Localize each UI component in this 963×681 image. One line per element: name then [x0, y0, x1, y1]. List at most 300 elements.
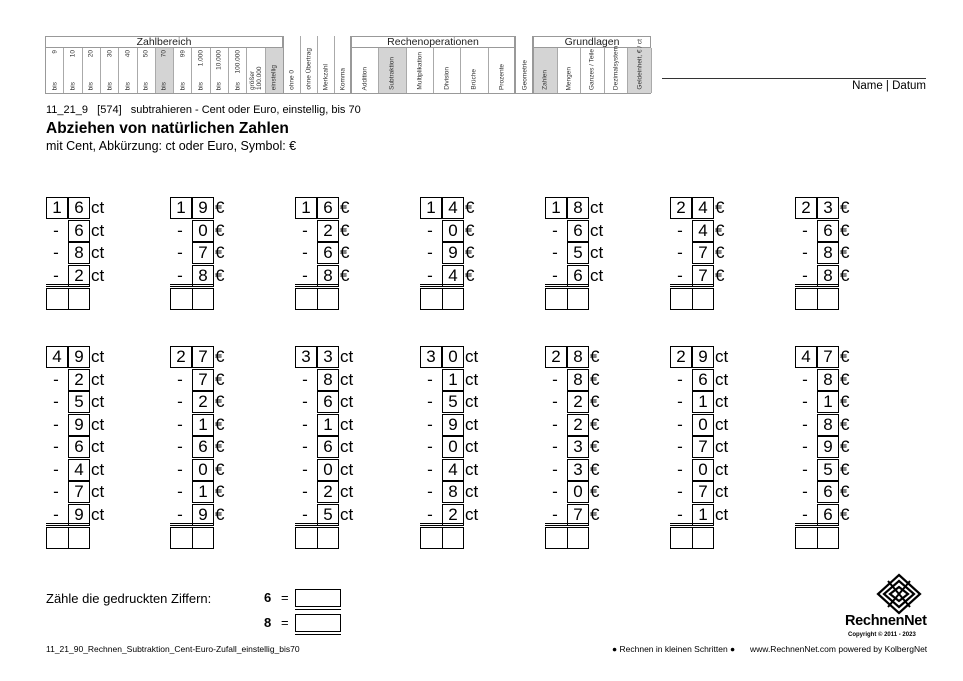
minus-sign: - [802, 437, 808, 456]
unit-label: € [840, 482, 850, 501]
zahlbereich-col [119, 48, 137, 93]
subtrahend-digit: 1 [192, 414, 214, 436]
subtrahend-digit: 8 [68, 242, 90, 264]
subtrahend-digit: 4 [442, 459, 464, 481]
minus-sign: - [427, 482, 433, 501]
zahlbereich-col-value: 99 [179, 50, 187, 58]
unit-label: ct [715, 459, 729, 479]
start-digit: 2 [670, 197, 692, 219]
unit-label: ct [590, 243, 604, 262]
subtrahend-digit: 2 [192, 391, 214, 413]
minus-sign: - [177, 369, 183, 389]
unit-label: € [840, 347, 850, 366]
unit-label: ct [715, 392, 729, 411]
zahlbereich-col-prefix: bis [234, 81, 242, 90]
minus-sign: - [302, 437, 308, 456]
grundlagen-col-label: Dezimalsystem [612, 45, 620, 90]
minus-sign: - [427, 414, 433, 434]
minus-sign: - [677, 369, 683, 389]
unit-label: ct [91, 347, 105, 366]
zahlbereich-col [156, 48, 174, 93]
unit-label: ct [465, 369, 479, 389]
minus-sign: - [552, 392, 558, 411]
subtrahend-digit: 9 [68, 414, 90, 436]
minus-sign: - [427, 220, 433, 240]
unit-label: ct [340, 437, 354, 456]
subtrahend-digit: 5 [817, 459, 839, 481]
subtrahend-digit: 9 [68, 504, 90, 526]
unit-label: € [340, 198, 350, 217]
subtrahend-digit: 8 [317, 369, 339, 391]
zahlbereich-col [266, 48, 284, 93]
count-digit: 6 [264, 590, 272, 605]
unit-label: € [840, 220, 850, 240]
subtrahend-digit: 4 [692, 220, 714, 242]
zahlbereich-col-value: 10 [69, 50, 77, 58]
grundlagen-col [558, 48, 582, 93]
unit-label: ct [465, 392, 479, 411]
minus-sign: - [177, 265, 183, 285]
subtrahend-digit: 8 [817, 242, 839, 264]
result-box[interactable] [545, 288, 589, 310]
rechenoperationen-title: Rechenoperationen [352, 37, 514, 48]
subtrahend-digit: 5 [442, 391, 464, 413]
unit-label: € [215, 265, 225, 285]
subtrahend-digit: 8 [817, 369, 839, 391]
start-digit: 3 [420, 346, 442, 368]
unit-label: € [590, 369, 600, 389]
start-digit: 7 [817, 346, 839, 368]
minus-sign: - [677, 482, 683, 501]
unit-label: ct [91, 459, 105, 479]
operation-col [352, 48, 379, 93]
minus-sign: - [677, 243, 683, 262]
unit-label: € [840, 369, 850, 389]
minus-sign: - [802, 414, 808, 434]
zahlbereich-col [46, 48, 64, 93]
minus-sign: - [677, 414, 683, 434]
start-digit: 4 [442, 197, 464, 219]
subtrahend-digit: 3 [567, 459, 589, 481]
minus-sign: - [802, 392, 808, 411]
minus-sign: - [53, 437, 59, 456]
result-box[interactable] [670, 288, 714, 310]
minus-sign: - [177, 482, 183, 501]
subtrahend-digit: 8 [192, 265, 214, 287]
subtrahend-digit: 2 [68, 265, 90, 287]
minus-sign: - [53, 482, 59, 501]
minus-sign: - [53, 414, 59, 434]
subtrahend-digit: 1 [692, 504, 714, 526]
operation-col [434, 48, 461, 93]
unit-label: € [590, 437, 600, 456]
start-digit: 9 [192, 197, 214, 219]
unit-label: € [590, 504, 600, 524]
unit-label: € [215, 504, 225, 524]
zahlbereich-col [192, 48, 210, 93]
extra-col-label: Komma [339, 67, 347, 90]
minus-sign: - [427, 369, 433, 389]
minus-sign: - [677, 504, 683, 524]
subtrahend-digit: 6 [692, 369, 714, 391]
subtrahend-digit: 2 [317, 481, 339, 503]
result-double-line [170, 284, 214, 287]
subtrahend-digit: 9 [442, 242, 464, 264]
subtrahend-digit: 0 [442, 436, 464, 458]
subtrahend-digit: 8 [567, 369, 589, 391]
unit-label: € [840, 504, 850, 524]
unit-label: ct [590, 198, 604, 217]
grundlagen-col-label: Ganzes / Teile [588, 48, 596, 90]
minus-sign: - [177, 459, 183, 479]
minus-sign: - [177, 392, 183, 411]
start-digit: 8 [567, 197, 589, 219]
zahlbereich-col-value: 9 [51, 50, 59, 54]
grundlagen-col [581, 48, 605, 93]
minus-sign: - [802, 265, 808, 285]
result-box[interactable] [295, 288, 339, 310]
subtrahend-digit: 7 [692, 265, 714, 287]
start-digit: 2 [170, 346, 192, 368]
minus-sign: - [552, 459, 558, 479]
unit-label: € [340, 220, 350, 240]
unit-label: € [840, 459, 850, 479]
result-box[interactable] [795, 527, 839, 549]
grundlagen-col-label: Zahlen [541, 70, 549, 90]
minus-sign: - [177, 504, 183, 524]
subtrahend-digit: 2 [567, 391, 589, 413]
zahlbereich-col-prefix: bis [179, 81, 187, 90]
result-double-line [46, 284, 90, 287]
count-answer-box[interactable] [295, 614, 341, 632]
unit-label: € [590, 482, 600, 501]
unit-label: € [590, 347, 600, 366]
minus-sign: - [802, 459, 808, 479]
unit-label: ct [465, 437, 479, 456]
result-double-line [670, 284, 714, 287]
page-subtitle: mit Cent, Abkürzung: ct oder Euro, Symbol: € [46, 139, 297, 153]
unit-label: ct [715, 414, 729, 434]
subtrahend-digit: 9 [192, 504, 214, 526]
start-digit: 7 [192, 346, 214, 368]
subtrahend-digit: 6 [317, 242, 339, 264]
start-digit: 2 [670, 346, 692, 368]
subtrahend-digit: 7 [192, 369, 214, 391]
zahlbereich-col [138, 48, 156, 93]
operation-col [379, 48, 406, 93]
minus-sign: - [427, 459, 433, 479]
unit-label: € [840, 392, 850, 411]
extras-group [283, 36, 351, 94]
zahlbereich-col [101, 48, 119, 93]
operation-col-label: Addition [361, 66, 369, 90]
unit-label: € [715, 265, 725, 285]
count-answer-box[interactable] [295, 589, 341, 607]
minus-sign: - [177, 220, 183, 240]
zahlbereich-group [45, 36, 283, 94]
copyright: Copyright © 2011 - 2023 [848, 632, 916, 638]
grundlagen-col-label: Mengen [565, 66, 573, 90]
result-box[interactable] [46, 288, 90, 310]
geometrie-col [516, 36, 534, 93]
subtrahend-digit: 4 [442, 265, 464, 287]
unit-label: € [215, 414, 225, 434]
zahlbereich-col [64, 48, 82, 93]
subtrahend-digit: 1 [692, 391, 714, 413]
unit-label: ct [91, 414, 105, 434]
zahlbereich-col-prefix: größer 100.000 [249, 66, 264, 90]
rechnennet-logo-icon [876, 573, 922, 615]
minus-sign: - [302, 459, 308, 479]
unit-label: ct [91, 437, 105, 456]
grundlagen-title: Grundlagen [534, 37, 650, 48]
subtrahend-digit: 0 [567, 481, 589, 503]
result-box[interactable] [420, 527, 464, 549]
start-digit: 4 [795, 346, 817, 368]
unit-label: € [215, 437, 225, 456]
zahlbereich-col-value: 100.000 [234, 50, 242, 74]
start-digit: 2 [795, 197, 817, 219]
minus-sign: - [53, 369, 59, 389]
unit-label: ct [465, 347, 479, 366]
unit-label: € [840, 265, 850, 285]
result-double-line [795, 284, 839, 287]
minus-sign: - [302, 369, 308, 389]
minus-sign: - [302, 504, 308, 524]
minus-sign: - [427, 265, 433, 285]
minus-sign: - [552, 482, 558, 501]
unit-label: € [590, 392, 600, 411]
result-box[interactable] [795, 288, 839, 310]
start-digit: 1 [545, 197, 567, 219]
subtrahend-digit: 1 [817, 391, 839, 413]
unit-label: € [465, 243, 475, 262]
minus-sign: - [177, 243, 183, 262]
unit-label: € [840, 198, 850, 217]
worksheet-code: 11_21_9 [574] subtrahieren - Cent oder Euro, einstellig, bis 70 [46, 104, 361, 116]
subtrahend-digit: 8 [442, 481, 464, 503]
unit-label: ct [465, 482, 479, 501]
unit-label: ct [340, 504, 354, 524]
result-double-line [46, 523, 90, 526]
zahlbereich-col-value: 40 [124, 50, 132, 58]
extra-col [301, 36, 318, 93]
zahlbereich-col-value: 1.000 [197, 50, 205, 67]
grundlagen-col [534, 48, 558, 93]
start-digit: 1 [295, 197, 317, 219]
minus-sign: - [552, 243, 558, 262]
unit-label: ct [91, 265, 105, 285]
logo-wordmark: RechnenNet [845, 613, 927, 629]
unit-label: ct [715, 369, 729, 389]
subtrahend-digit: 6 [817, 220, 839, 242]
unit-label: ct [91, 220, 105, 240]
unit-label: € [590, 414, 600, 434]
subtrahend-digit: 7 [692, 436, 714, 458]
unit-label: ct [91, 504, 105, 524]
subtrahend-digit: 6 [68, 220, 90, 242]
subtrahend-digit: 6 [317, 436, 339, 458]
minus-sign: - [302, 220, 308, 240]
unit-label: ct [91, 482, 105, 501]
minus-sign: - [552, 369, 558, 389]
footer-website-link[interactable]: www.RechnenNet.com powered by KolbergNet [750, 644, 928, 654]
start-digit: 1 [420, 197, 442, 219]
start-digit: 2 [545, 346, 567, 368]
zahlbereich-col-value: 70 [160, 50, 168, 58]
unit-label: € [340, 265, 350, 285]
unit-label: ct [340, 369, 354, 389]
zahlbereich-col-prefix: bis [87, 81, 95, 90]
zahlbereich-col-prefix: bis [142, 81, 150, 90]
subtrahend-digit: 0 [317, 459, 339, 481]
zahlbereich-col [247, 48, 265, 93]
minus-sign: - [552, 265, 558, 285]
minus-sign: - [552, 504, 558, 524]
unit-label: ct [340, 414, 354, 434]
subtrahend-digit: 2 [68, 369, 90, 391]
unit-label: ct [340, 392, 354, 411]
minus-sign: - [53, 459, 59, 479]
unit-label: € [840, 437, 850, 456]
equals-sign: = [281, 590, 289, 605]
result-double-line [170, 523, 214, 526]
result-box[interactable] [670, 527, 714, 549]
unit-label: ct [91, 392, 105, 411]
start-digit: 8 [567, 346, 589, 368]
unit-label: € [215, 482, 225, 501]
subtrahend-digit: 7 [567, 504, 589, 526]
result-box[interactable] [170, 527, 214, 549]
minus-sign: - [302, 392, 308, 411]
zahlbereich-col-prefix: bis [197, 81, 205, 90]
result-double-line [670, 523, 714, 526]
subtrahend-digit: 0 [692, 459, 714, 481]
subtrahend-digit: 6 [817, 504, 839, 526]
operation-col-label: Multiplikation [416, 52, 424, 90]
operation-col [407, 48, 434, 93]
unit-label: € [340, 243, 350, 262]
operation-col-label: Subtraktion [388, 57, 396, 90]
zahlbereich-col-prefix: bis [51, 81, 59, 90]
subtrahend-digit: 6 [192, 436, 214, 458]
result-double-line [420, 284, 464, 287]
minus-sign: - [677, 392, 683, 411]
unit-label: ct [715, 347, 729, 366]
start-digit: 3 [817, 197, 839, 219]
unit-label: € [465, 198, 475, 217]
unit-label: € [715, 220, 725, 240]
extra-col-label: ohne Übertrag [305, 48, 313, 90]
page-title: Abziehen von natürlichen Zahlen [46, 120, 289, 137]
subtrahend-digit: 0 [192, 459, 214, 481]
subtrahend-digit: 6 [317, 391, 339, 413]
minus-sign: - [302, 265, 308, 285]
unit-label: € [840, 243, 850, 262]
unit-label: ct [340, 482, 354, 501]
operation-col-label: Division [443, 67, 451, 90]
result-box[interactable] [545, 527, 589, 549]
zahlbereich-col [83, 48, 101, 93]
minus-sign: - [427, 243, 433, 262]
count-digit: 8 [264, 615, 272, 630]
unit-label: ct [715, 504, 729, 524]
unit-label: ct [715, 437, 729, 456]
minus-sign: - [53, 265, 59, 285]
zahlbereich-col-prefix: bis [160, 81, 168, 90]
unit-label: ct [465, 504, 479, 524]
rechenoperationen-group [351, 36, 515, 94]
result-double-line [295, 284, 339, 287]
operation-col [461, 48, 488, 93]
result-double-line [795, 523, 839, 526]
unit-label: € [215, 459, 225, 479]
zahlbereich-col [174, 48, 192, 93]
subtrahend-digit: 1 [317, 414, 339, 436]
operation-col-label: Brüche [470, 69, 478, 90]
minus-sign: - [302, 243, 308, 262]
start-digit: 3 [295, 346, 317, 368]
subtrahend-digit: 2 [442, 504, 464, 526]
unit-label: € [715, 243, 725, 262]
start-digit: 6 [68, 197, 90, 219]
unit-label: ct [465, 459, 479, 479]
unit-label: ct [91, 198, 105, 217]
subtrahend-digit: 2 [567, 414, 589, 436]
minus-sign: - [677, 437, 683, 456]
unit-label: € [215, 369, 225, 389]
geometrie-col-label: Geometrie [521, 59, 528, 90]
subtrahend-digit: 3 [567, 436, 589, 458]
count-digits-label: Zähle die gedruckten Ziffern: [46, 591, 212, 606]
unit-label: ct [715, 482, 729, 501]
result-box[interactable] [295, 527, 339, 549]
start-digit: 4 [46, 346, 68, 368]
result-box[interactable] [46, 527, 90, 549]
subtrahend-digit: 0 [442, 220, 464, 242]
unit-label: ct [590, 220, 604, 240]
operation-col-label: Prozente [498, 63, 506, 90]
minus-sign: - [802, 504, 808, 524]
subtrahend-digit: 8 [817, 414, 839, 436]
unit-label: € [715, 198, 725, 217]
subtrahend-digit: 1 [442, 369, 464, 391]
minus-sign: - [53, 504, 59, 524]
subtrahend-digit: 6 [567, 265, 589, 287]
unit-label: ct [91, 243, 105, 262]
zahlbereich-col-prefix: bis [69, 81, 77, 90]
subtrahend-digit: 8 [817, 265, 839, 287]
subtrahend-digit: 0 [192, 220, 214, 242]
grundlagen-col-label: Geldeinheit, € / ct [636, 39, 644, 90]
minus-sign: - [677, 265, 683, 285]
result-box[interactable] [420, 288, 464, 310]
minus-sign: - [802, 220, 808, 240]
minus-sign: - [552, 220, 558, 240]
unit-label: € [215, 220, 225, 240]
unit-label: ct [91, 369, 105, 389]
extra-col [318, 36, 335, 93]
result-double-line [545, 284, 589, 287]
result-box[interactable] [170, 288, 214, 310]
grundlagen-group [533, 36, 651, 94]
subtrahend-digit: 9 [817, 436, 839, 458]
subtrahend-digit: 2 [317, 220, 339, 242]
unit-label: ct [340, 459, 354, 479]
zahlbereich-col-prefix: bis [215, 81, 223, 90]
minus-sign: - [53, 220, 59, 240]
minus-sign: - [802, 482, 808, 501]
